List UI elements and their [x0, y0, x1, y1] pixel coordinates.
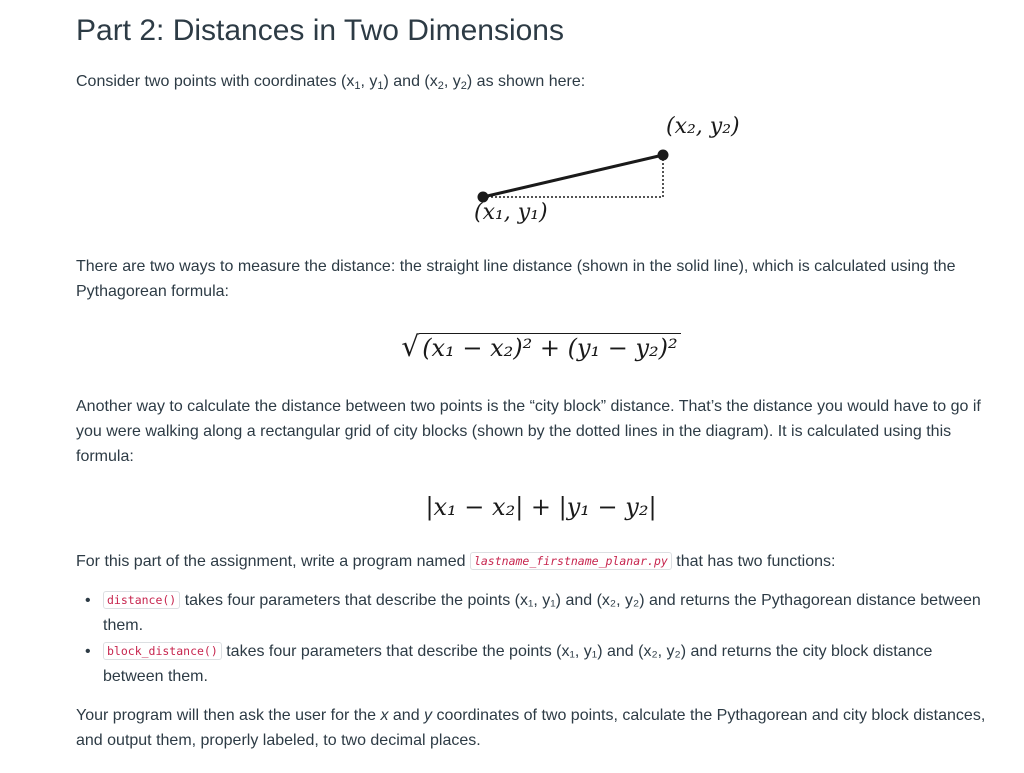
- closing-x: x: [380, 707, 389, 724]
- assignment-paragraph: [76, 549, 1006, 574]
- intro-sub: 2: [437, 80, 444, 92]
- closing-paragraph: [76, 703, 1006, 753]
- radical-sign: √: [401, 330, 420, 363]
- straight-line: [483, 155, 663, 197]
- straight-line-paragraph: There are two ways to measure the distance: the straight line distance (shown in the solid line), which is calculated using the Pythagorean formula:: [76, 258, 956, 300]
- assignment-text: For this part of the assignment, write a program named: [76, 553, 470, 570]
- radicand: (x₁ − x₂)² + (y₁ − y₂)²: [419, 333, 680, 362]
- point2-marker: [658, 150, 669, 161]
- closing-y: y: [424, 707, 433, 724]
- point1-label: (x₁, y₁): [474, 200, 548, 225]
- intro-sub: 1: [377, 80, 384, 92]
- intro-text: , y: [443, 73, 461, 90]
- city-block-formula: |x₁ − x₂| + |y₁ − y₂|: [425, 493, 657, 521]
- intro-text: ) as shown here:: [466, 73, 586, 90]
- list-item: [85, 588, 995, 638]
- page-title: Part 2: Distances in Two Dimensions: [76, 14, 564, 47]
- intro-sub: 1: [354, 80, 361, 92]
- filename-code: lastname_firstname_planar.py: [470, 552, 672, 570]
- intro-paragraph: [76, 69, 1006, 94]
- intro-text: ) and (x: [383, 73, 438, 90]
- distance-diagram: [376, 108, 740, 238]
- block-distance-function-code: block_distance(): [103, 642, 222, 660]
- assignment-text: that has two functions:: [671, 553, 836, 570]
- distance-function-description: takes four parameters that describe the points (x₁, y₁) and (x₂, y₂) and returns the Pythagorean distance between them.: [103, 592, 981, 634]
- closing-text: Your program will then ask the user for the: [76, 707, 381, 724]
- pythagorean-formula: [76, 330, 1006, 363]
- intro-text: , y: [360, 73, 378, 90]
- distance-function-code: distance(): [103, 591, 180, 609]
- closing-text: and: [388, 707, 425, 724]
- intro-sub: 2: [460, 80, 467, 92]
- closing-text: coordinates of two points, calculate the Pythagorean and city block distances, and output them, properly labeled, to two decimal places.: [76, 707, 986, 749]
- intro-text: Consider two points with coordinates (x: [76, 73, 355, 90]
- city-block-paragraph: Another way to calculate the distance between two points is the “city block” distance. That’s the distance you would have to go if you were walking along a rectangular grid of city blocks (shown by the dotted lines in the diagram). It is calculated using this formula:: [76, 398, 981, 465]
- function-list: [85, 588, 995, 689]
- point2-label: (x₂, y₂): [666, 114, 740, 139]
- block-distance-function-description: takes four parameters that describe the points (x₁, y₁) and (x₂, y₂) and returns the city block distance between them.: [103, 643, 933, 685]
- list-item: [85, 639, 995, 689]
